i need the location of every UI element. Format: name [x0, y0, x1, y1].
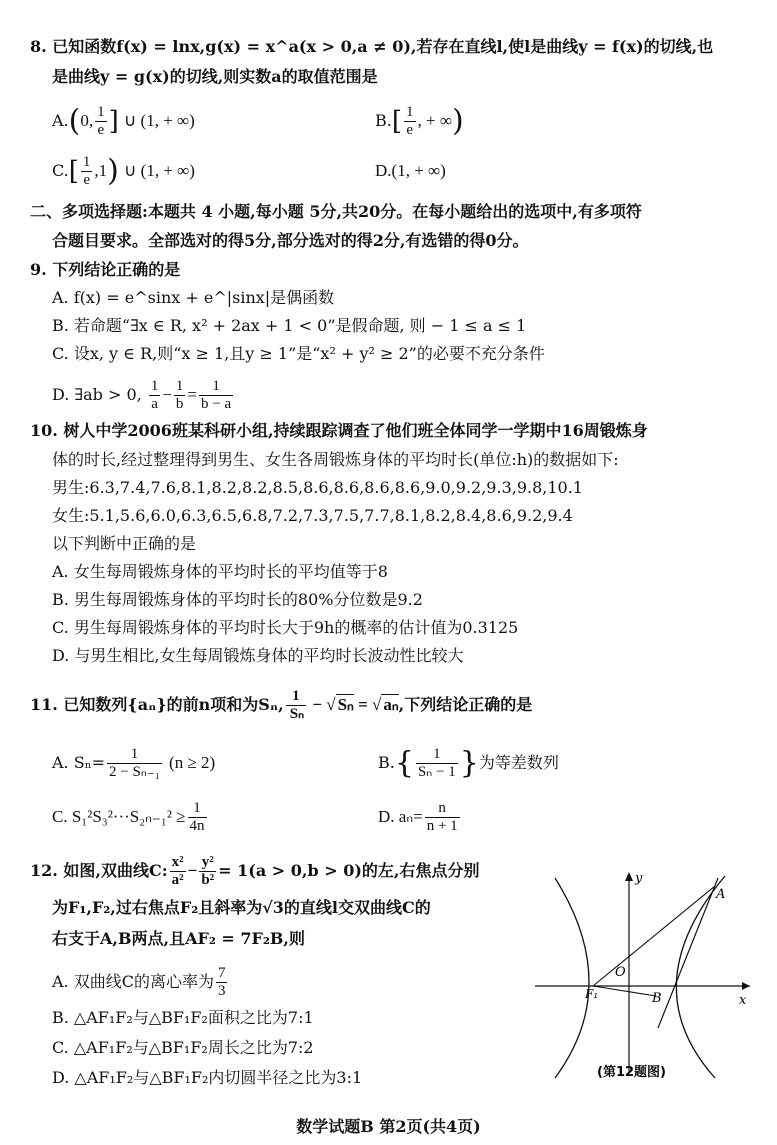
q8-a-tail: ∪ (1, + ∞) — [123, 111, 195, 130]
figure-caption: (第12题图) — [597, 1065, 666, 1080]
q10-option-c: C. 男生每周锻炼身体的平均时长大于9h的概率的估计值为0.3125 — [52, 618, 519, 637]
q8-b-label: B. — [375, 111, 392, 130]
q12-line1: 12. 如图,双曲线C: $\frac{\text{x²}}{\text{a²}}$ − $\frac{\text{y²}}{\text{b²}}$ = 1(a > 0,b > 0)的左,右焦点分别 — [30, 854, 480, 888]
right-branch — [676, 876, 725, 1078]
segment-f1b — [593, 986, 656, 996]
q10-line2: 体的时长,经过整理得到男生、女生各周锻炼身体的平均时长(单位:h)的数据如下: — [52, 450, 619, 469]
q8-c-tail2: ∪ (1, + ∞) — [123, 161, 195, 180]
section2-line2: 合题目要求。全部选对的得5分,部分选对的得2分,有选错的得0分。 — [52, 231, 529, 250]
q11-option-c: C. S₁²S₃²···S₂ₙ₋₁² ≥ $\frac{1}{4n}$ — [52, 800, 205, 834]
q11-option-b: B.{ $\frac{1}{\text{Sₙ − 1}}$ }为等差数列 — [378, 745, 559, 781]
label-f1: F₁ — [585, 987, 599, 1001]
q11-b-label: B. — [378, 753, 395, 772]
q10-option-b: B. 男生每周锻炼身体的平均时长的80%分位数是9.2 — [52, 590, 423, 609]
segment-f1a — [593, 886, 715, 986]
q11-a-tail: (n ≥ 2) — [169, 753, 216, 772]
q12-line2: 为F₁,F₂,过右焦点F₂且斜率为√3的直线l交双曲线C的 — [52, 898, 431, 917]
q9-d-prefix: D. ∃ab > 0, — [52, 385, 142, 404]
label-a: A — [716, 887, 726, 902]
q12-line3: 右支于A,B两点,且AF₂ = 7F₂B,则 — [52, 929, 306, 948]
q8-option-b: B.[ $\frac{1}{e}$ , + ∞) — [375, 103, 464, 139]
q11-prefix: 11. 已知数列{aₙ}的前n项和为Sₙ, — [30, 695, 284, 714]
section2-line1: 二、多项选择题:本题共 4 小题,每小题 5分,共20分。在每小题给出的选项中,有多项符 — [30, 202, 642, 221]
label-y: y — [635, 871, 643, 886]
page-footer: 数学试题B 第2页(共4页) — [296, 1117, 481, 1136]
q9-option-a: A. f(x) = e^sinx + e^|sinx|是偶函数 — [52, 288, 335, 307]
label-x: x — [739, 993, 747, 1008]
q10-option-a: A. 女生每周锻炼身体的平均时长的平均值等于8 — [52, 562, 388, 581]
q8-b-tail: , + ∞ — [417, 111, 452, 130]
q9-stem: 9. 下列结论正确的是 — [30, 260, 181, 279]
q11-line1: 11. 已知数列{aₙ}的前n项和为Sₙ, $\frac{1}{\text{Sₙ}}$ − √ Sₙ = √ aₙ,下列结论正确的是 — [30, 688, 533, 722]
q10-line1: 10. 树人中学2006班某科研小组,持续跟踪调查了他们班全体同学一学期中16周锻炼身 — [30, 421, 648, 440]
x-axis-arrow — [742, 982, 750, 990]
q12-line1a: 12. 如图,双曲线C: — [30, 861, 168, 880]
q11-suffix: ,下列结论正确的是 — [398, 695, 533, 714]
q8-a-label: A. — [52, 111, 69, 130]
q12-a-text: A. 双曲线C的离心率为 — [52, 972, 214, 991]
q8-c-tail: ,1 — [94, 161, 108, 180]
q10-stem: 以下判断中正确的是 — [52, 534, 197, 553]
q11-c-label: C. S₁²S₃²···S₂ₙ₋₁² ≥ — [52, 807, 186, 826]
q12-option-a: A. 双曲线C的离心率为 $\frac{7}{3}$ — [52, 965, 226, 999]
q8-line2: 是曲线y = g(x)的切线,则实数a的取值范围是 — [52, 67, 378, 86]
q8-line1: 8. 已知函数f(x) = lnx,g(x) = x^a(x > 0,a ≠ 0),若存在直线l,使l是曲线y = f(x)的切线,也 — [30, 37, 714, 56]
q8-option-d: D.(1, + ∞) — [375, 161, 446, 180]
q8-option-c: C.[ $\frac{1}{e}$ ,1) ∪ (1, + ∞) — [52, 153, 195, 189]
hyperbola-figure — [535, 868, 757, 1083]
q9-option-c: C. 设x, y ∈ R,则“x ≥ 1,且y ≥ 1”是“x² + y² ≥ 2”的必要不充分条件 — [52, 344, 545, 363]
q11-b-tail: 为等差数列 — [478, 753, 559, 772]
line-l — [658, 878, 718, 1028]
q9-option-b: B. 若命题“∃x ∈ R, x² + 2ax + 1 < 0”是假命题, 则 − 1 ≤ a ≤ 1 — [52, 316, 527, 335]
q12-option-b: B. △AF₁F₂与△BF₁F₂面积之比为7:1 — [52, 1008, 314, 1027]
q11-d-label: D. aₙ= — [378, 807, 423, 826]
q9-option-d: D. ∃ab > 0, $\frac{1}{a}$ − $\frac{1}{b}$ = $\frac{1}{b - a}$ — [52, 378, 232, 412]
q11-option-d: D. aₙ= $\frac{n}{n + 1}$ — [378, 800, 458, 834]
q11-a-label: A. Sₙ= — [52, 753, 106, 772]
label-b: B — [652, 991, 662, 1006]
q10-boys: 男生:6.3,7.4,7.6,8.1,8.2,8.2,8.5,8.6,8.6,8.6,8.6,9.0,9.2,9.3,9.8,10.1 — [52, 478, 583, 497]
q10-option-d: D. 与男生相比,女生每周锻炼身体的平均时长波动性比较大 — [52, 646, 464, 665]
q12-line1b: = 1(a > 0,b > 0)的左,右焦点分别 — [218, 861, 480, 880]
y-axis-arrow — [625, 872, 633, 881]
q10-girls: 女生:5.1,5.6,6.0,6.3,6.5,6.8,7.2,7.3,7.5,7.7,8.1,8.2,8.4,8.6,9.2,9.4 — [52, 506, 573, 525]
left-branch — [555, 878, 589, 1078]
q11-option-a: A. Sₙ= $\frac{1}{\text{2 − Sₙ₋₁}}$ (n ≥ 2) — [52, 746, 216, 780]
q8-c-label: C. — [52, 161, 69, 180]
label-origin: O — [615, 965, 626, 980]
q12-option-c: C. △AF₁F₂与△BF₁F₂周长之比为7:2 — [52, 1038, 314, 1057]
q12-option-d: D. △AF₁F₂与△BF₁F₂内切圆半径之比为3:1 — [52, 1068, 363, 1087]
q8-option-a: A.(0, $\frac{1}{e}$ ] ∪ (1, + ∞) — [52, 103, 195, 139]
